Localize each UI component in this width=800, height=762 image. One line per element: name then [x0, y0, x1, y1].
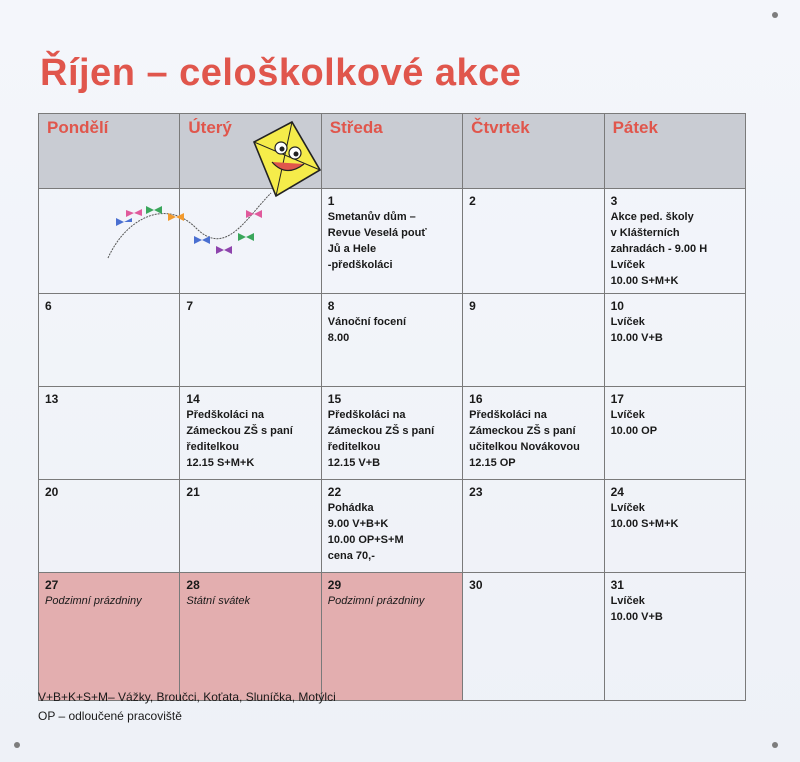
day-number: 31	[610, 578, 624, 592]
holiday-text: Podzimní prázdniny	[327, 595, 425, 607]
weekday-header: Středa	[321, 114, 462, 189]
day-cell	[463, 189, 604, 294]
legend	[38, 688, 336, 726]
day-number: 24	[610, 485, 624, 499]
day-number: 15	[327, 392, 342, 406]
day-cell	[321, 480, 462, 573]
day-number: 3	[610, 194, 618, 208]
day-cell	[39, 294, 180, 387]
kite-body	[254, 122, 320, 196]
event-text: Lvíček 10.00 V+B	[610, 316, 663, 344]
day-cell	[321, 294, 462, 387]
day-cell	[180, 480, 321, 573]
day-cell	[321, 573, 462, 701]
day-number: 30	[469, 578, 483, 592]
day-cell	[321, 189, 462, 294]
day-cell	[180, 294, 321, 387]
day-number: 23	[469, 485, 483, 499]
event-text: Předškoláci na Zámeckou ZŠ s paní ředitelkou 12.15 S+M+K	[186, 409, 293, 469]
day-number: 29	[327, 578, 342, 592]
kite-tail-bows	[116, 206, 262, 254]
weekday-header: Pondělí	[39, 114, 180, 189]
event-text: Předškoláci na Zámeckou ZŠ s paní učitelkou Novákovou 12.15 OP	[469, 409, 580, 469]
day-cell	[321, 387, 462, 480]
week-row	[39, 294, 746, 387]
day-cell	[39, 573, 180, 701]
day-cell	[604, 573, 745, 701]
day-number: 13	[45, 392, 59, 406]
weekday-header: Pátek	[604, 114, 745, 189]
day-number: 14	[186, 392, 200, 406]
pin	[772, 742, 778, 748]
day-cell	[463, 294, 604, 387]
day-number: 7	[186, 299, 194, 313]
day-number: 17	[610, 392, 624, 406]
day-cell	[180, 387, 321, 480]
event-text: Smetanův dům – Revue Veselá pouť Jů a Hele -předškoláci	[327, 211, 427, 271]
event-text: Předškoláci na Zámeckou ZŠ s paní ředitelkou 12.15 V+B	[327, 409, 435, 469]
day-cell	[604, 189, 745, 294]
kite-illustration	[96, 118, 326, 278]
day-number: 2	[469, 194, 476, 208]
pin	[14, 742, 20, 748]
week-row	[39, 573, 746, 701]
day-cell	[604, 387, 745, 480]
day-number: 9	[469, 299, 476, 313]
holiday-text: Podzimní prázdniny	[45, 595, 142, 607]
day-number: 22	[327, 485, 342, 499]
weekday-header: Čtvrtek	[463, 114, 604, 189]
day-number: 27	[45, 578, 59, 592]
event-text: Lvíček 10.00 OP	[610, 409, 658, 437]
pin	[772, 12, 778, 18]
day-number: 20	[45, 485, 59, 499]
week-row	[39, 480, 746, 573]
day-cell	[39, 480, 180, 573]
day-cell	[39, 387, 180, 480]
day-cell	[463, 480, 604, 573]
event-text: Lvíček 10.00 V+B	[610, 595, 663, 623]
day-number: 6	[45, 299, 52, 313]
day-number: 28	[186, 578, 200, 592]
holiday-text: Státní svátek	[186, 595, 250, 607]
day-cell	[604, 480, 745, 573]
event-text: Lvíček 10.00 S+M+K	[610, 502, 679, 530]
day-number: 10	[610, 299, 624, 313]
day-number: 21	[186, 485, 200, 499]
event-text: Vánoční focení 8.00	[327, 316, 407, 344]
day-number: 16	[469, 392, 483, 406]
day-cell	[604, 294, 745, 387]
event-text: Akce ped. školy v Klášterních zahradách - 9.00 H Lvíček 10.00 S+M+K	[610, 211, 708, 287]
day-cell	[463, 573, 604, 701]
day-cell	[463, 387, 604, 480]
legend-op: OP – odloučené pracoviště	[38, 709, 182, 723]
week-row	[39, 387, 746, 480]
page-title: Říjen – celoškolkové akce	[40, 52, 522, 94]
day-cell	[180, 573, 321, 701]
weekday-header: Úterý	[180, 114, 321, 189]
day-number: 1	[327, 194, 335, 208]
legend-groups: V+B+K+S+M– Vážky, Broučci, Koťata, Sluníčka, Motýlci	[38, 690, 336, 704]
event-text: Pohádka 9.00 V+B+K 10.00 OP+S+M cena 70,-	[327, 502, 404, 562]
day-number: 8	[327, 299, 335, 313]
